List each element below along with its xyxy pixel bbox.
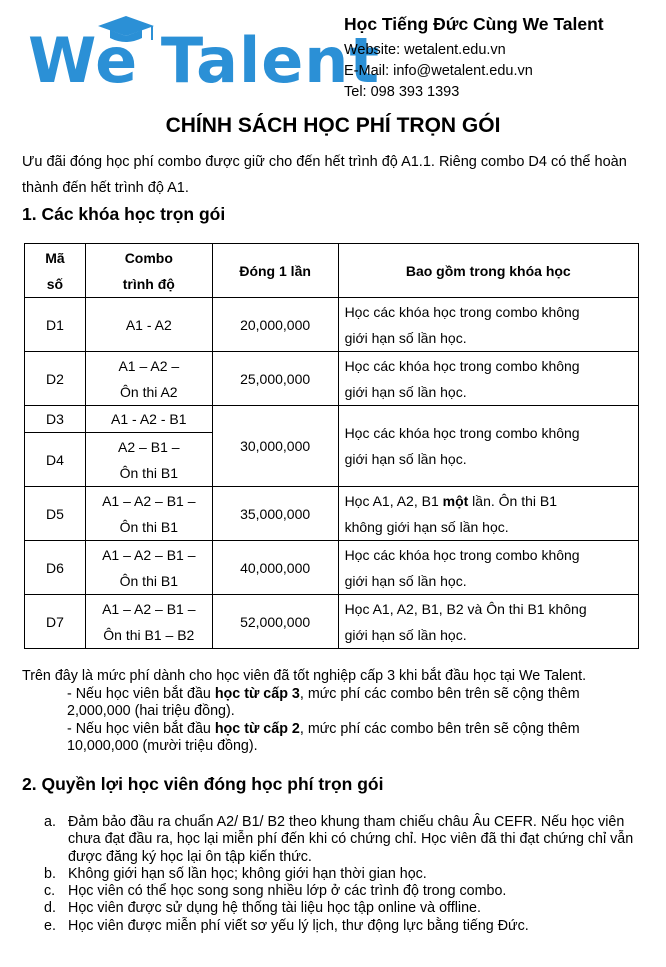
email-link[interactable]: E-Mail: info@wetalent.edu.vn	[344, 63, 533, 79]
col-header-price: Đóng 1 lần	[212, 244, 338, 298]
table-row	[25, 406, 639, 433]
website-link[interactable]: Website: wetalent.edu.vn	[344, 42, 506, 58]
note-item: - Nếu học viên bắt đầu học từ cấp 3, mức phí các combo bên trên sẽ cộng thêm 2,000,000 (hai triệu đồng).	[67, 685, 580, 719]
cell-code: D7	[25, 595, 86, 649]
phone-number: Tel: 098 393 1393	[344, 84, 460, 100]
benefits-list	[22, 814, 652, 935]
cell-price: 35,000,000	[212, 487, 338, 541]
list-item: e. Học viên được miễn phí viết sơ yếu lý lịch, thư động lực bằng tiếng Đức.	[44, 917, 529, 934]
cell-includes: Học các khóa học trong combo không giới hạn số lần học.	[338, 298, 638, 352]
table-row	[25, 352, 639, 406]
cell-combo: A1 - A2 - B1	[85, 406, 212, 433]
cell-includes: Học các khóa học trong combo không giới hạn số lần học.	[338, 406, 638, 487]
table-row	[25, 298, 639, 352]
cell-price: 52,000,000	[212, 595, 338, 649]
logo-wordmark: We Talent	[28, 24, 381, 97]
table-row	[25, 595, 639, 649]
course-table	[24, 243, 639, 649]
cell-code: D5	[25, 487, 86, 541]
cell-code: D4	[25, 433, 86, 487]
cell-price: 20,000,000	[212, 298, 338, 352]
cell-combo: A1 - A2	[85, 298, 212, 352]
list-item: a. Đảm bảo đầu ra chuẩn A2/ B1/ B2 theo khung tham chiếu châu Âu CEFR. Nếu học viên chưa đạt đầu ra, học lại miễn phí đến khi có chứng chỉ. Học viên đã thi đạt chứng chỉ vẫn được đăng ký học lại ôn tập kiến thức.	[44, 814, 634, 865]
we-talent-logo	[28, 14, 381, 97]
cell-includes: Học các khóa học trong combo không giới hạn số lần học.	[338, 541, 638, 595]
cell-includes: Học A1, A2, B1, B2 và Ôn thi B1 không giới hạn số lần học.	[338, 595, 638, 649]
cell-includes: Học A1, A2, B1 một lần. Ôn thi B1 không giới hạn số lần học.	[338, 487, 638, 541]
table-row	[25, 541, 639, 595]
list-item: d. Học viên được sử dụng hệ thống tài liệu học tập online và offline.	[44, 900, 481, 917]
cell-combo: A1 – A2 – B1 – Ôn thi B1 – B2	[85, 595, 212, 649]
cell-code: D6	[25, 541, 86, 595]
contact-block	[344, 14, 659, 105]
cell-includes: Học các khóa học trong combo không giới hạn số lần học.	[338, 352, 638, 406]
col-header-code: Mã số	[25, 244, 86, 298]
cell-combo: A1 – A2 – B1 – Ôn thi B1	[85, 487, 212, 541]
col-header-combo: Combo trình độ	[85, 244, 212, 298]
cell-code: D2	[25, 352, 86, 406]
note-item: - Nếu học viên bắt đầu học từ cấp 2, mức phí các combo bên trên sẽ cộng thêm 10,000,000 (mười triệu đồng).	[67, 720, 580, 754]
col-header-includes: Bao gồm trong khóa học	[338, 244, 638, 298]
list-item: b. Không giới hạn số lần học; không giới hạn thời gian học.	[44, 865, 427, 882]
cell-combo: A1 – A2 – Ôn thi A2	[85, 352, 212, 406]
intro-paragraph: Ưu đãi đóng học phí combo được giữ cho đến hết trình độ A1.1. Riêng combo D4 có thể hoàn thành đến hết trình độ A1.	[22, 154, 627, 196]
cell-code: D1	[25, 298, 86, 352]
section-1-heading: 1. Các khóa học trọn gói	[22, 204, 226, 224]
cell-price: 30,000,000	[212, 406, 338, 487]
list-item: c. Học viên có thể học song song nhiều lớp ở các trình độ trong combo.	[44, 883, 507, 900]
note-lead: Trên đây là mức phí dành cho học viên đã tốt nghiệp cấp 3 khi bắt đầu học tại We Talent.	[22, 668, 587, 684]
section-2-heading: 2. Quyền lợi học viên đóng học phí trọn gói	[22, 774, 384, 794]
fee-note	[22, 668, 652, 756]
table-row	[25, 487, 639, 541]
org-name: Học Tiếng Đức Cùng We Talent	[344, 14, 604, 34]
table-header-row	[25, 244, 639, 298]
cell-code: D3	[25, 406, 86, 433]
cell-combo: A2 – B1 – Ôn thi B1	[85, 433, 212, 487]
cell-price: 25,000,000	[212, 352, 338, 406]
page-title: CHÍNH SÁCH HỌC PHÍ TRỌN GÓI	[165, 114, 501, 137]
cell-price: 40,000,000	[212, 541, 338, 595]
cell-combo: A1 – A2 – B1 – Ôn thi B1	[85, 541, 212, 595]
